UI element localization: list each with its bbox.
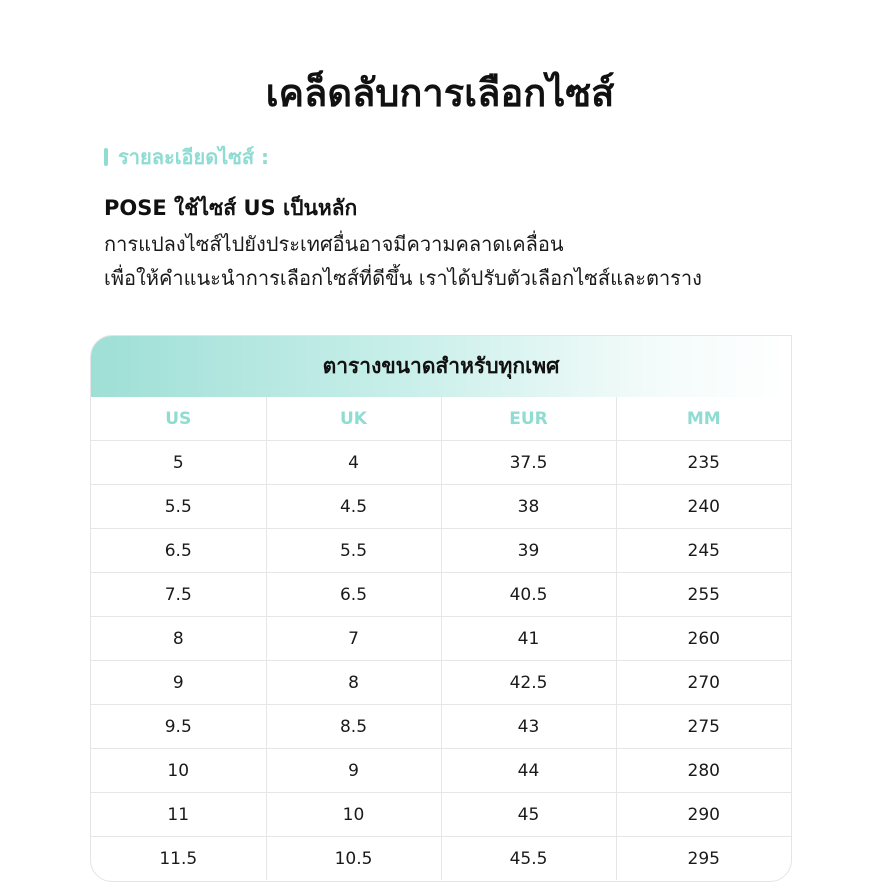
table-row <box>91 617 791 661</box>
table-row <box>91 529 791 573</box>
cell-mm: 235 <box>616 441 791 485</box>
cell-eur: 42.5 <box>441 661 616 705</box>
table-row <box>91 441 791 485</box>
cell-us: 9 <box>91 661 266 705</box>
cell-us: 11.5 <box>91 837 266 881</box>
accent-bar <box>104 148 108 166</box>
cell-eur: 45.5 <box>441 837 616 881</box>
cell-uk: 8 <box>266 661 441 705</box>
table-row <box>91 793 791 837</box>
cell-uk: 6.5 <box>266 573 441 617</box>
size-rows <box>91 441 791 881</box>
cell-eur: 37.5 <box>441 441 616 485</box>
cell-uk: 10 <box>266 793 441 837</box>
cell-us: 5.5 <box>91 485 266 529</box>
size-chart-title: ตารางขนาดสำหรับทุกเพศ <box>91 336 791 397</box>
size-table <box>91 397 791 880</box>
cell-eur: 40.5 <box>441 573 616 617</box>
cell-mm: 295 <box>616 837 791 881</box>
cell-mm: 270 <box>616 661 791 705</box>
cell-uk: 7 <box>266 617 441 661</box>
cell-us: 9.5 <box>91 705 266 749</box>
cell-us: 7.5 <box>91 573 266 617</box>
header-mm: MM <box>616 397 791 441</box>
cell-eur: 45 <box>441 793 616 837</box>
cell-us: 10 <box>91 749 266 793</box>
size-chart <box>90 335 792 882</box>
cell-uk: 8.5 <box>266 705 441 749</box>
cell-mm: 275 <box>616 705 791 749</box>
table-row <box>91 485 791 529</box>
cell-us: 11 <box>91 793 266 837</box>
cell-uk: 5.5 <box>266 529 441 573</box>
cell-mm: 260 <box>616 617 791 661</box>
cell-uk: 4.5 <box>266 485 441 529</box>
cell-eur: 38 <box>441 485 616 529</box>
header-us: US <box>91 397 266 441</box>
cell-us: 8 <box>91 617 266 661</box>
cell-uk: 10.5 <box>266 837 441 881</box>
section-label <box>104 141 269 173</box>
table-row <box>91 837 791 881</box>
header-eur: EUR <box>441 397 616 441</box>
section-label-text: รายละเอียดไซส์ : <box>118 145 270 169</box>
description-lead: POSE ใช้ไซส์ US เป็นหลัก <box>104 196 358 220</box>
cell-mm: 245 <box>616 529 791 573</box>
cell-uk: 4 <box>266 441 441 485</box>
description <box>104 194 804 298</box>
cell-us: 6.5 <box>91 529 266 573</box>
header-uk: UK <box>266 397 441 441</box>
cell-mm: 240 <box>616 485 791 529</box>
cell-us: 5 <box>91 441 266 485</box>
cell-eur: 44 <box>441 749 616 793</box>
table-row <box>91 573 791 617</box>
table-row <box>91 705 791 749</box>
cell-eur: 39 <box>441 529 616 573</box>
description-line-1: การแปลงไซส์ไปยังประเทศอื่นอาจมีความคลาดเคลื่อน <box>104 232 564 256</box>
cell-mm: 290 <box>616 793 791 837</box>
cell-mm: 280 <box>616 749 791 793</box>
cell-uk: 9 <box>266 749 441 793</box>
cell-mm: 255 <box>616 573 791 617</box>
header-row <box>91 397 791 441</box>
table-row <box>91 749 791 793</box>
cell-eur: 41 <box>441 617 616 661</box>
page-title: เคล็ดลับการเลือกไซส์ <box>265 71 615 115</box>
table-row <box>91 661 791 705</box>
description-line-2: เพื่อให้คำแนะนำการเลือกไซส์ที่ดีขึ้น เราได้ปรับตัวเลือกไซส์และตาราง <box>104 266 702 290</box>
cell-eur: 43 <box>441 705 616 749</box>
